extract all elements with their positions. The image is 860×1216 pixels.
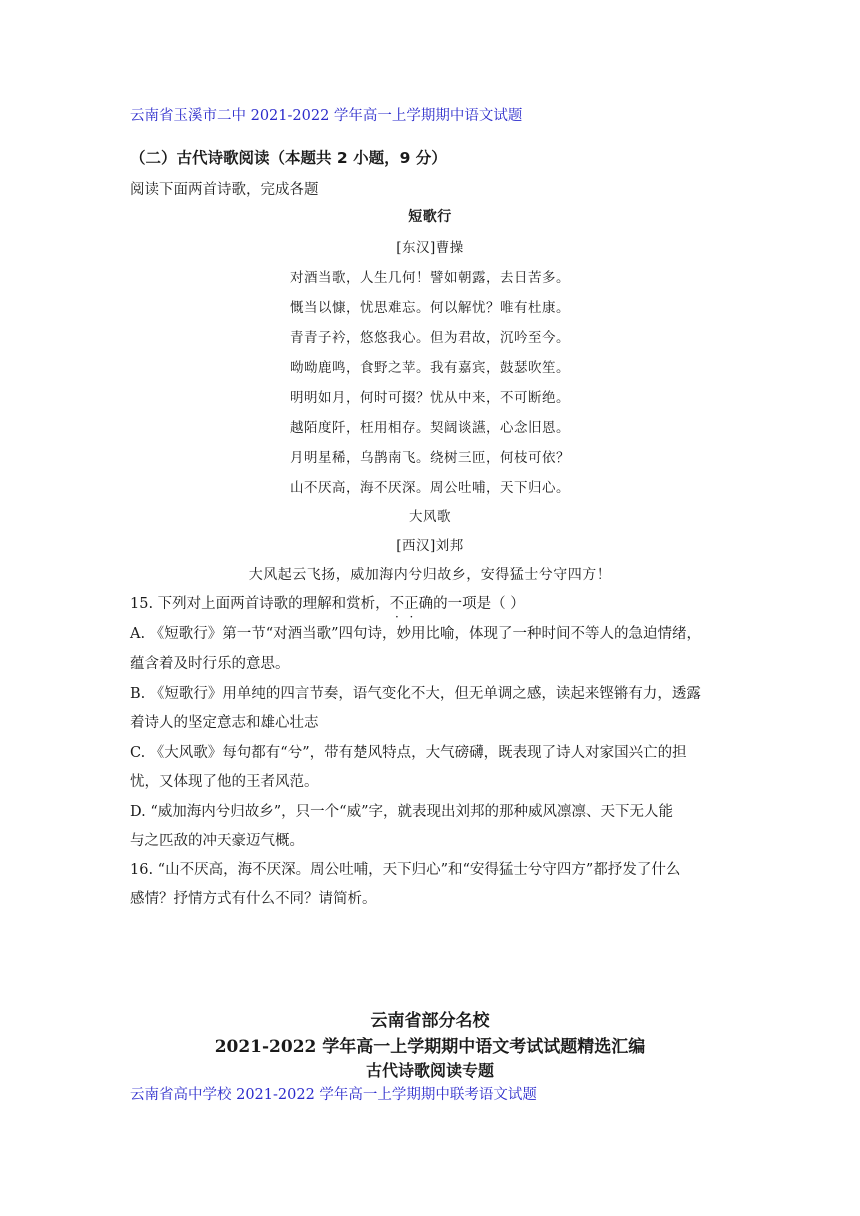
q15-prefix: 15. 下列对上面两首诗歌的理解和赏析，	[130, 596, 390, 612]
option-c-line: C. 《大风歌》每句都有“兮”，带有楚风特点，大气磅礴，既表现了诗人对家国兴亡的担	[130, 745, 687, 761]
poem1-line: 月明星稀，乌鹊南飞。绕树三匝，何枝可依？	[290, 450, 570, 466]
question-16-line: 16. “山不厌高，海不厌深。周公吐哺，天下归心”和“安得猛士兮守四方”都抒发了什么	[130, 862, 681, 878]
q15-emphasis-1: 不	[389, 596, 405, 612]
poem1-line: 山不厌高，海不厌深。周公吐哺，天下归心。	[290, 480, 570, 496]
option-b-line: B. 《短歌行》用单纯的四言节奏，语气变化不大，但无单调之感，读起来铿锵有力，透露	[130, 686, 701, 702]
source-link-1[interactable]: 云南省玉溪市二中 2021-2022 学年高一上学期期中语文试题	[130, 108, 523, 124]
poem1-title: 短歌行	[408, 209, 452, 225]
poem1-line: 对酒当歌，人生几何！譬如朝露，去日苦多。	[290, 270, 570, 286]
footer-title-3: 古代诗歌阅读专题	[365, 1061, 494, 1080]
poem1-line: 青青子衿，悠悠我心。但为君故，沉吟至今。	[290, 330, 570, 346]
poem1-author: [东汉]曹操	[396, 240, 464, 256]
poem2-line: 大风起云飞扬，威加海内兮归故乡，安得猛士兮守四方！	[248, 567, 612, 583]
q15-emphasis-2: 正	[404, 596, 419, 612]
source-link-2[interactable]: 云南省高中学校 2021-2022 学年高一上学期期中联考语文试题	[130, 1087, 537, 1103]
question-15	[130, 592, 525, 613]
poem2-title: 大风歌	[409, 509, 451, 525]
poem1-line: 慨当以慷，忧思难忘。何以解忧？唯有杜康。	[290, 300, 570, 316]
poem1-line: 明明如月，何时可掇？忧从中来，不可断绝。	[290, 390, 570, 406]
poem1-line: 呦呦鹿鸣，食野之苹。我有嘉宾，鼓瑟吹笙。	[290, 360, 570, 376]
poem1-line: 越陌度阡，枉用相存。契阔谈讌，心念旧恩。	[290, 420, 570, 436]
option-a-line: 蕴含着及时行乐的意思。	[130, 656, 290, 672]
poem2-author: [西汉]刘邦	[396, 538, 464, 554]
footer-title-2: 2021-2022 学年高一上学期期中语文考试试题精选汇编	[214, 1037, 646, 1057]
option-d-line: 与之匹敌的冲天豪迈气概。	[130, 833, 304, 849]
q15-suffix: 确的一项是（ ）	[418, 596, 525, 612]
option-d-line: D. “威加海内兮归故乡”，只一个“威”字，就表现出刘邦的那种威风凛凛、天下无人能	[130, 804, 673, 820]
footer-title-1: 云南省部分名校	[370, 1011, 490, 1031]
instruction-text: 阅读下面两首诗歌，完成各题	[130, 182, 319, 198]
option-a-line: A. 《短歌行》第一节“对酒当歌”四句诗，妙用比喻，体现了一种时间不等人的急迫情绪，	[130, 626, 702, 642]
question-16-line: 感情？抒情方式有什么不同？请简析。	[130, 891, 377, 907]
option-b-line: 着诗人的坚定意志和雄心壮志	[130, 715, 319, 731]
section-heading: （二）古代诗歌阅读（本题共 2 小题，9 分）	[130, 149, 447, 167]
option-c-line: 忧，又体现了他的王者风范。	[130, 774, 319, 790]
